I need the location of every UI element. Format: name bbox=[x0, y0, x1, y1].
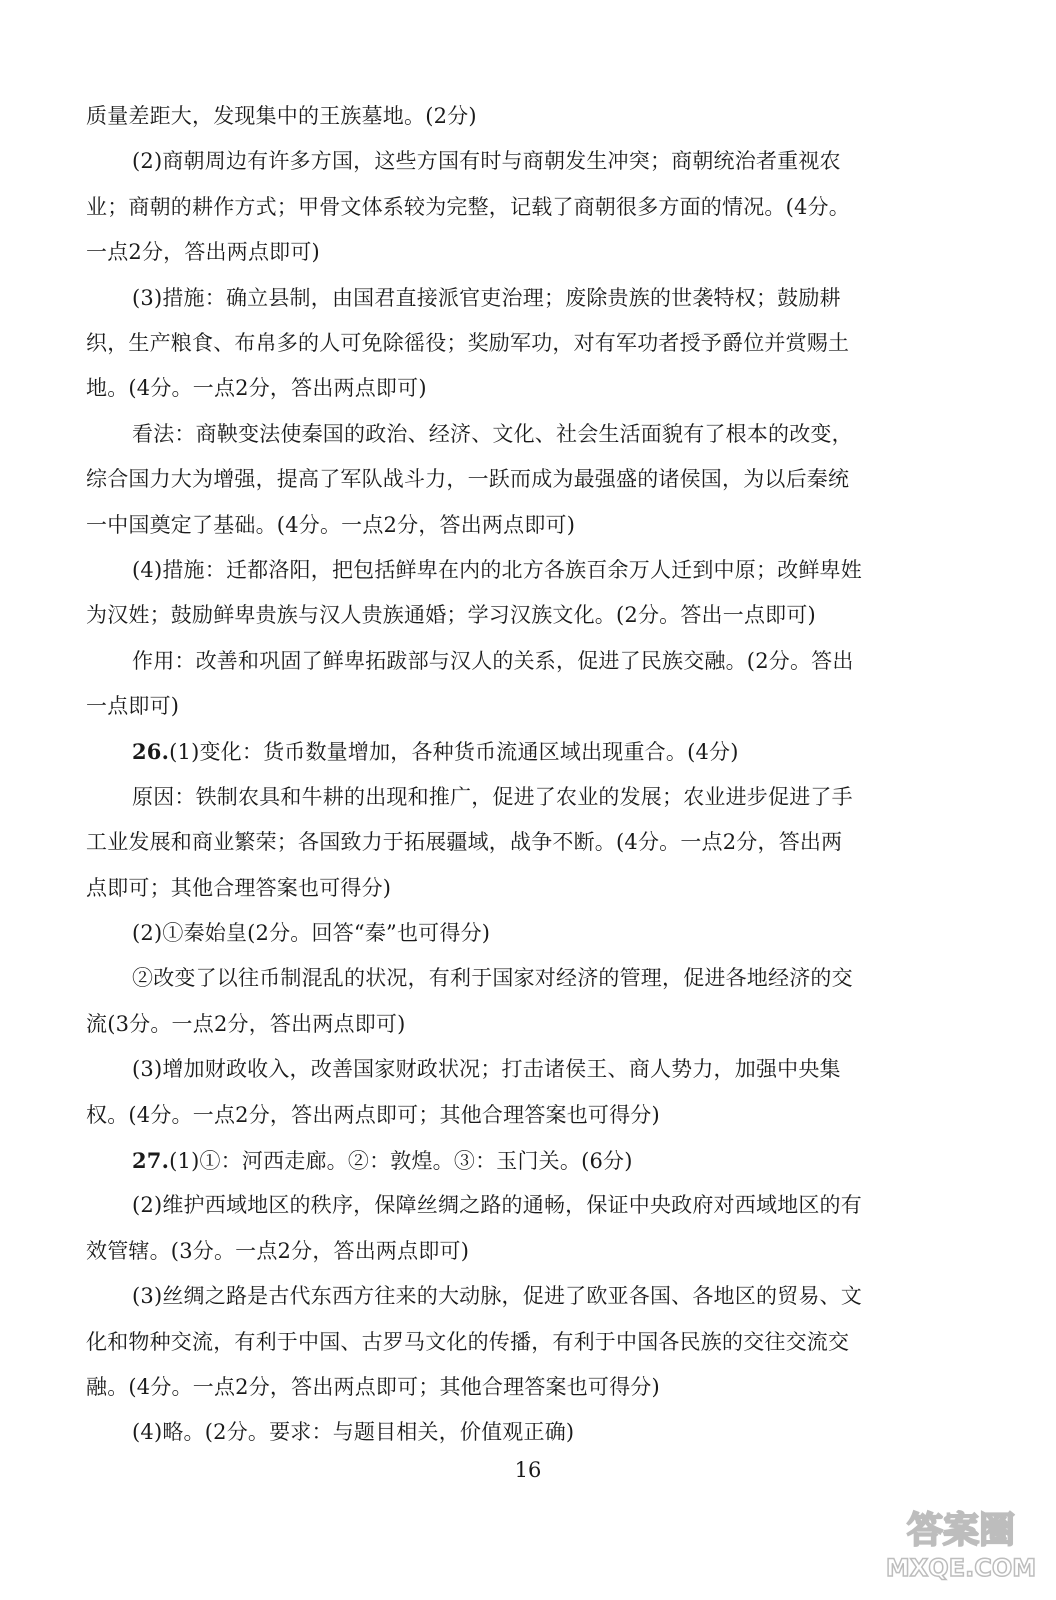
text-line bbox=[86, 321, 966, 366]
watermark-label: 答案圈 bbox=[906, 1510, 1016, 1551]
line-text: 效管辖。(3分。一点2分，答出两点即可) bbox=[86, 1238, 470, 1263]
line-text: 原因：铁制农具和牛耕的出现和推广，促进了农业的发展；农业进步促进了手 bbox=[132, 784, 853, 809]
question-line bbox=[86, 729, 966, 774]
line-text: 质量差距大，发现集中的王族墓地。(2分) bbox=[86, 104, 477, 128]
line-text: ②改变了以往币制混乱的状况，有利于国家对经济的管理，促进各地经济的交 bbox=[132, 966, 853, 991]
line-text: 地。(4分。一点2分，答出两点即可) bbox=[86, 376, 427, 401]
watermark-logo bbox=[886, 1500, 1036, 1584]
text-line bbox=[86, 1229, 966, 1274]
line-text: (2)维护西域地区的秩序，保障丝绸之路的通畅，保证中央政府对西域地区的有 bbox=[132, 1193, 862, 1218]
text-line bbox=[86, 94, 966, 139]
line-text: 作用：改善和巩固了鲜卑拓跋部与汉人的关系，促进了民族交融。(2分。答出 bbox=[132, 648, 854, 673]
text-line bbox=[86, 366, 966, 411]
text-line bbox=[86, 1274, 966, 1319]
watermark-domain: MXQE.COM bbox=[886, 1554, 1036, 1582]
line-text: (1)①：河西走廊。②：敦煌。③：玉门关。(6分) bbox=[169, 1148, 633, 1173]
line-text: (2)商朝周边有许多方国，这些方国有时与商朝发生冲突；商朝统治者重视农 bbox=[132, 149, 841, 174]
line-text: 权。(4分。一点2分，答出两点即可；其他合理答案也可得分) bbox=[86, 1102, 660, 1127]
line-text: 工业发展和商业繁荣；各国致力于拓展疆域，战争不断。(4分。一点2分，答出两 bbox=[86, 830, 843, 855]
line-text: 化和物种交流，有利于中国、古罗马文化的传播，有利于中国各民族的交往交流交 bbox=[86, 1329, 850, 1354]
question-number: 26. bbox=[132, 739, 170, 765]
line-text: 一点即可) bbox=[86, 694, 180, 719]
line-text: 看法：商鞅变法使秦国的政治、经济、文化、社会生活面貌有了根本的改变， bbox=[132, 421, 853, 446]
line-text: 为汉姓；鼓励鲜卑贵族与汉人贵族通婚；学习汉族文化。(2分。答出一点即可) bbox=[86, 603, 816, 628]
text-line bbox=[86, 1320, 966, 1365]
text-line bbox=[86, 276, 966, 321]
text-line bbox=[86, 684, 966, 729]
line-text: 一中国奠定了基础。(4分。一点2分，答出两点即可) bbox=[86, 512, 576, 537]
text-line bbox=[86, 503, 966, 548]
text-line bbox=[86, 775, 966, 820]
text-line bbox=[86, 230, 966, 275]
question-number: 27. bbox=[132, 1147, 170, 1173]
line-text: 业；商朝的耕作方式；甲骨文体系较为完整，记载了商朝很多方面的情况。(4分。 bbox=[86, 194, 850, 219]
question-line bbox=[86, 1138, 966, 1183]
text-line bbox=[86, 139, 966, 184]
line-text: (4)略。(2分。要求：与题目相关，价值观正确) bbox=[132, 1420, 575, 1445]
text-line bbox=[86, 1002, 966, 1047]
text-line bbox=[86, 866, 966, 911]
line-text: (1)变化：货币数量增加，各种货币流通区域出现重合。(4分) bbox=[169, 740, 739, 765]
text-line bbox=[86, 1410, 966, 1455]
text-line bbox=[86, 548, 966, 593]
text-line bbox=[86, 639, 966, 684]
text-line bbox=[86, 1093, 966, 1138]
line-text: (3)增加财政收入，改善国家财政状况；打击诸侯王、商人势力，加强中央集 bbox=[132, 1057, 841, 1082]
text-line bbox=[86, 1183, 966, 1228]
text-line bbox=[86, 457, 966, 502]
text-line bbox=[86, 593, 966, 638]
text-line bbox=[86, 412, 966, 457]
line-text: (3)措施：确立县制，由国君直接派官吏治理；废除贵族的世袭特权；鼓励耕 bbox=[132, 285, 841, 310]
page-number: 16 bbox=[514, 1458, 542, 1482]
line-text: 一点2分，答出两点即可) bbox=[86, 240, 320, 265]
text-line bbox=[86, 911, 966, 956]
text-line bbox=[86, 1365, 966, 1410]
document-body bbox=[86, 94, 966, 1456]
text-line bbox=[86, 956, 966, 1001]
line-text: 点即可；其他合理答案也可得分) bbox=[86, 875, 392, 900]
line-text: 流(3分。一点2分，答出两点即可) bbox=[86, 1011, 406, 1036]
line-text: (3)丝绸之路是古代东西方往来的大动脉，促进了欧亚各国、各地区的贸易、文 bbox=[132, 1284, 862, 1309]
text-line bbox=[86, 820, 966, 865]
text-line bbox=[86, 185, 966, 230]
line-text: 综合国力大为增强，提高了军队战斗力，一跃而成为最强盛的诸侯国，为以后秦统 bbox=[86, 467, 850, 492]
line-text: (4)措施：迁都洛阳，把包括鲜卑在内的北方各族百余万人迁到中原；改鲜卑姓 bbox=[132, 557, 862, 582]
text-line bbox=[86, 1047, 966, 1092]
line-text: 织，生产粮食、布帛多的人可免除徭役；奖励军功，对有军功者授予爵位并赏赐土 bbox=[86, 330, 850, 355]
line-text: (2)①秦始皇(2分。回答“秦”也可得分) bbox=[132, 921, 491, 946]
line-text: 融。(4分。一点2分，答出两点即可；其他合理答案也可得分) bbox=[86, 1374, 660, 1399]
